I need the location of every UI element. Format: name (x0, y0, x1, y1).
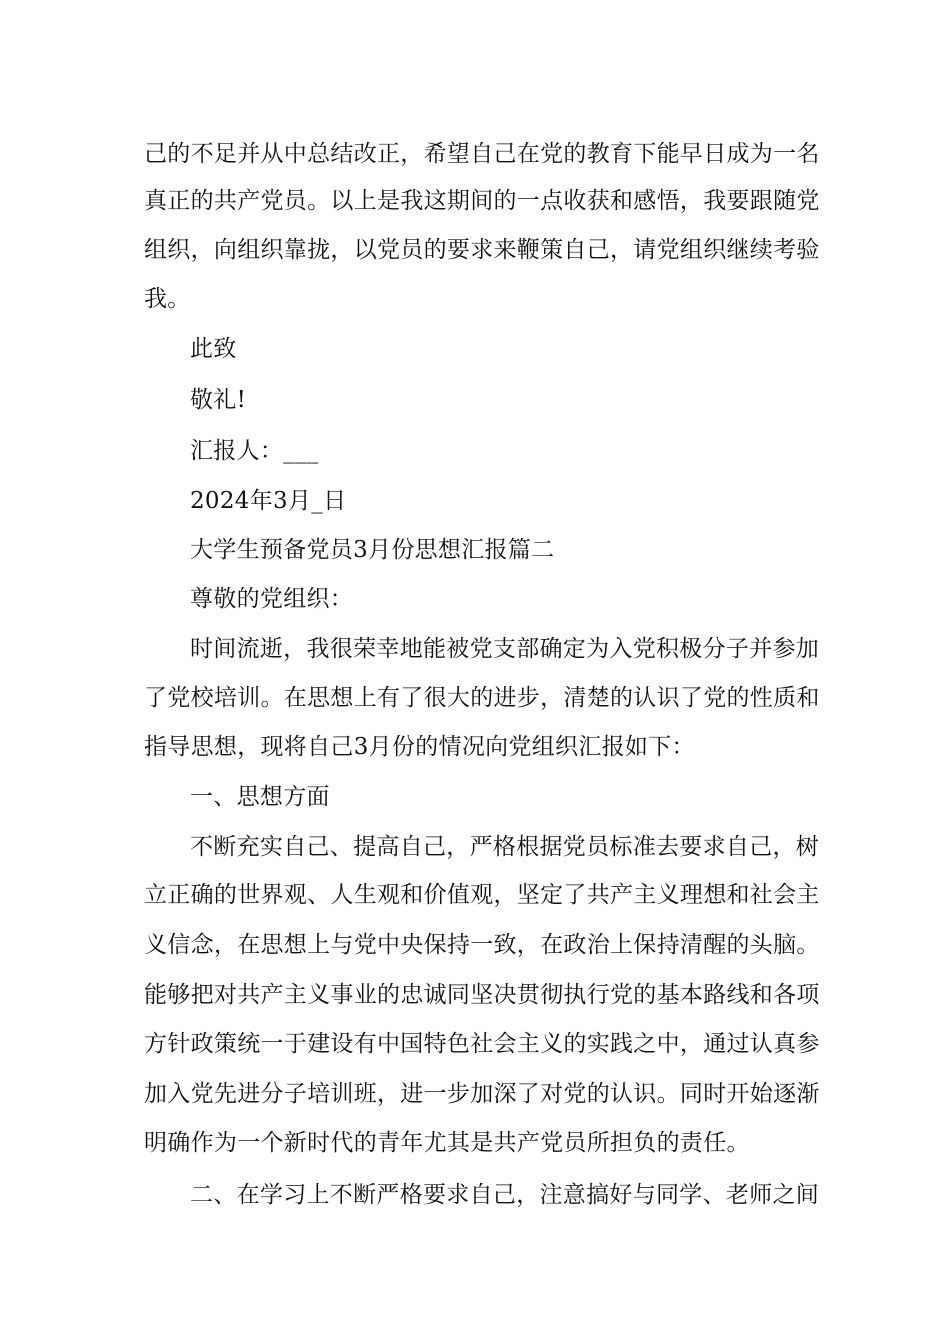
text-line: 组织，向组织靠拢，以党员的要求来鞭策自己，请党组织继续考验 (144, 237, 820, 263)
closing-regards: 敬礼! (190, 387, 247, 413)
subheading: 一、思想方面 (190, 784, 330, 810)
section-title: 大学生预备党员3月份思想汇报篇二 (190, 537, 555, 563)
text-line: 义信念，在思想上与党中央保持一致，在政治上保持清醒的头脑。 (144, 932, 820, 958)
text-line: 明确作为一个新时代的青年尤其是共产党员所担负的责任。 (144, 1130, 750, 1156)
text-line: 能够把对共产主义事业的忠诚同坚决贯彻执行党的基本路线和各项 (144, 982, 820, 1008)
text-line: 己的不足并从中总结改正，希望自己在党的教育下能早日成为一名 (144, 141, 820, 167)
reporter-line: 汇报人：___ (190, 438, 319, 464)
subheading: 二、在学习上不断严格要求自己，注意搞好与同学、老师之间 (190, 1182, 820, 1208)
date-line: 2024年3月_日 (190, 488, 347, 514)
text-line: 了党校培训。在思想上有了很大的进步，清楚的认识了党的性质和 (144, 685, 820, 711)
text-line: 立正确的世界观、人生观和价值观，坚定了共产主义理想和社会主 (144, 882, 820, 908)
text-line: 不断充实自己、提高自己，严格根据党员标准去要求自己，树 (190, 834, 820, 860)
text-line: 方针政策统一于建设有中国特色社会主义的实践之中，通过认真参 (144, 1031, 820, 1057)
text-line: 时间流逝，我很荣幸地能被党支部确定为入党积极分子并参加 (190, 636, 820, 662)
text-line: 加入党先进分子培训班，进一步加深了对党的认识。同时开始逐渐 (144, 1081, 820, 1107)
text-line: 指导思想，现将自己3月份的情况向党组织汇报如下： (144, 734, 695, 760)
text-line: 真正的共产党员。以上是我这期间的一点收获和感悟，我要跟随党 (144, 188, 820, 214)
greeting: 尊敬的党组织： (190, 586, 354, 612)
text-line: 我。 (144, 286, 191, 312)
closing-salutation: 此致 (190, 336, 237, 362)
